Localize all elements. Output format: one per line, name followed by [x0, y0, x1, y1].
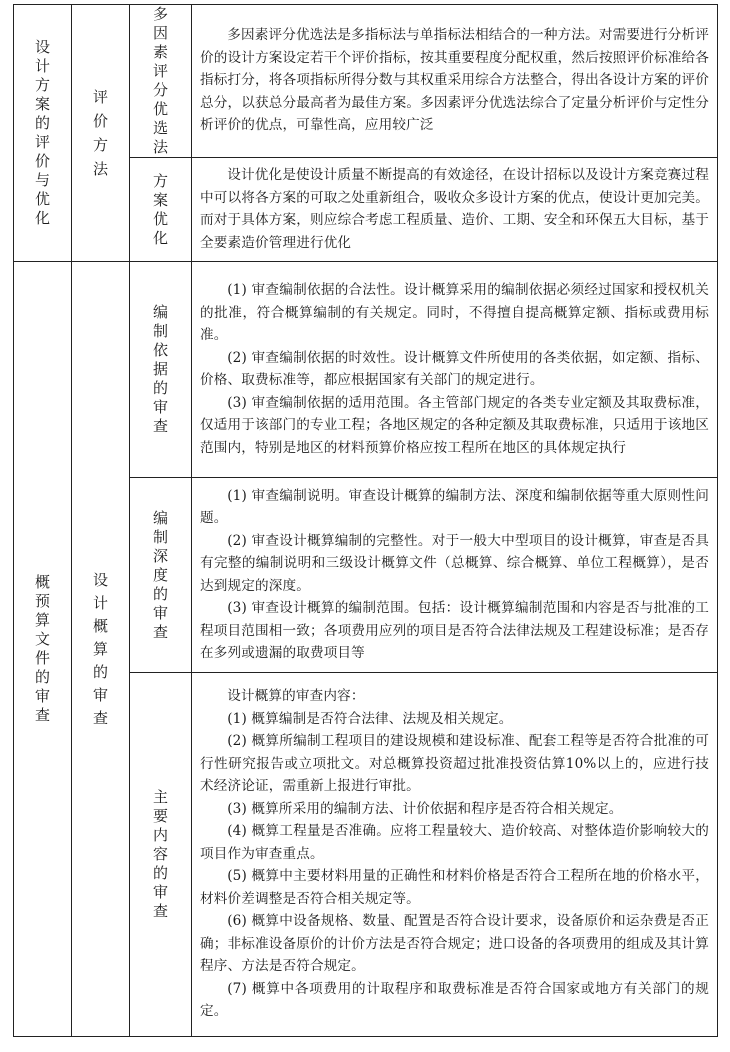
- topic-cell: [130, 478, 192, 673]
- description-paragraph: (2) 审查设计概算编制的完整性。对于一般大中型项目的设计概算，审查是否具有完整的编制说明和三级设计概算文件（总概算、综合概算、单位工程概算），是否达到规定的深度。: [200, 532, 709, 594]
- description-paragraph: (3) 概算所采用的编制方法、计价依据和程序是否符合相关规定。: [227, 800, 623, 817]
- vertical-text: 概 预 算 文 件 的 审 查: [34, 573, 50, 724]
- description-paragraph: (4) 概算工程量是否准确。应将工程量较大、造价较高、对整体造价影响较大的项目作为审查重点。: [200, 823, 709, 862]
- description-paragraph: (1) 概算编制是否符合法律、法规及相关规定。: [227, 710, 513, 727]
- category-cell: [14, 262, 72, 1037]
- topic-cell: [130, 262, 192, 478]
- subcategory-cell: [72, 5, 130, 262]
- description-paragraph: (7) 概算中各项费用的计取程序和取费标准是否符合国家或地方有关部门的规定。: [200, 980, 709, 1020]
- vertical-text: 评 价 方 法: [92, 88, 108, 178]
- topic-cell: [130, 158, 192, 262]
- vertical-text: 方 案 优 化: [152, 171, 168, 247]
- description-paragraph: (3) 审查设计概算的编制范围。包括：设计概算编制范围和内容是否与批准的工程项目范围相一致；各项费用应列的项目是否符合法律法规及工程建设标准；是否存在多列或遗漏的取费项目等: [200, 600, 709, 661]
- description-cell: [192, 478, 718, 673]
- topic-cell: [130, 5, 192, 158]
- description-paragraph: (2) 概算所编制工程项目的建设规模和建设标准、配套工程等是否符合批准的可行性研究报告或立项批文。对总概算投资超过批准投资估算10%以上的，应进行技术经济论证，需重新上报进行审批。: [200, 733, 709, 795]
- vertical-text: 编 制 深 度 的 审 查: [152, 508, 168, 641]
- description-paragraph: (2) 审查编制依据的时效性。设计概算文件所使用的各类依据，如定额、指标、价格、取费标准等，都应根据国家有关部门的规定进行。: [200, 349, 709, 388]
- description-cell: [192, 158, 718, 262]
- description-cell: [192, 673, 718, 1037]
- subcategory-cell: [72, 262, 130, 1037]
- description-paragraph: 设计概算的审查内容：: [227, 688, 365, 705]
- description-paragraph: 多因素评分优选法是多指标法与单指标法相结合的一种方法。对需要进行分析评价的设计方案设定若干个评价指标，按其重要程度分配权重，然后按照评价标准给各指标打分，将各项指标所得分数与其权重采用综合方法整合，得出各设计方案的评价总分，以获总分最高者为最佳方案。多因素评分优选法综合了定量分析评价与定性分析评价的优点，可靠性高，应用较广泛: [200, 27, 709, 134]
- description-paragraph: (1) 审查编制说明。审查设计概算的编制方法、深度和编制依据等重大原则性问题。: [200, 487, 709, 526]
- vertical-text: 设 计 方 案 的 评 价 与 优 化: [34, 38, 50, 227]
- vertical-text: 多 因 素 评 分 优 选 法: [152, 5, 168, 156]
- table-row: [14, 5, 718, 158]
- description-paragraph: (6) 概算中设备规格、数量、配置是否符合设计要求，设备原价和运杂费是否正确；非标准设备原价的计价方法是否符合规定；进口设备的各项费用的组成及其计算程序、方法是否符合规定。: [200, 913, 709, 975]
- vertical-text: 编 制 依 据 的 审 查: [152, 303, 168, 435]
- vertical-text: 设 计 概 算 的 审 查: [92, 570, 108, 727]
- description-paragraph: (1) 审查编制依据的合法性。设计概算采用的编制依据必须经过国家和授权机关的批准，符合概算编制的有关规定。同时，不得擅自提高概算定额、指标或费用标准。: [200, 282, 709, 343]
- description-cell: [192, 262, 718, 478]
- table-row: [14, 262, 718, 478]
- description-paragraph: (5) 概算中主要材料用量的正确性和材料价格是否符合工程所在地的价格水平，材料价差调整是否符合相关规定等。: [200, 868, 709, 907]
- table-body: [14, 5, 718, 1037]
- description-paragraph: 设计优化是使设计质量不断提高的有效途径，在设计招标以及设计方案竞赛过程中可以将各方案的可取之处重新组合，吸收众多设计方案的优点，使设计更加完美。而对于具体方案，则应综合考虑工程质量、造价、工期、安全和环保五大目标，基于全要素造价管理进行优化: [200, 167, 709, 251]
- vertical-text: 主 要 内 容 的 审 查: [152, 788, 168, 920]
- content-table: [13, 4, 718, 1037]
- description-paragraph: (3) 审查编制依据的适用范围。各主管部门规定的各类专业定额及其取费标准，仅适用于该部门的专业工程；各地区规定的各种定额及其取费标准，只适用于该地区范围内，特别是地区的材料预算价格应按工程所在地区的具体规定执行: [200, 394, 709, 456]
- category-cell: [14, 5, 72, 262]
- description-cell: [192, 5, 718, 158]
- topic-cell: [130, 673, 192, 1037]
